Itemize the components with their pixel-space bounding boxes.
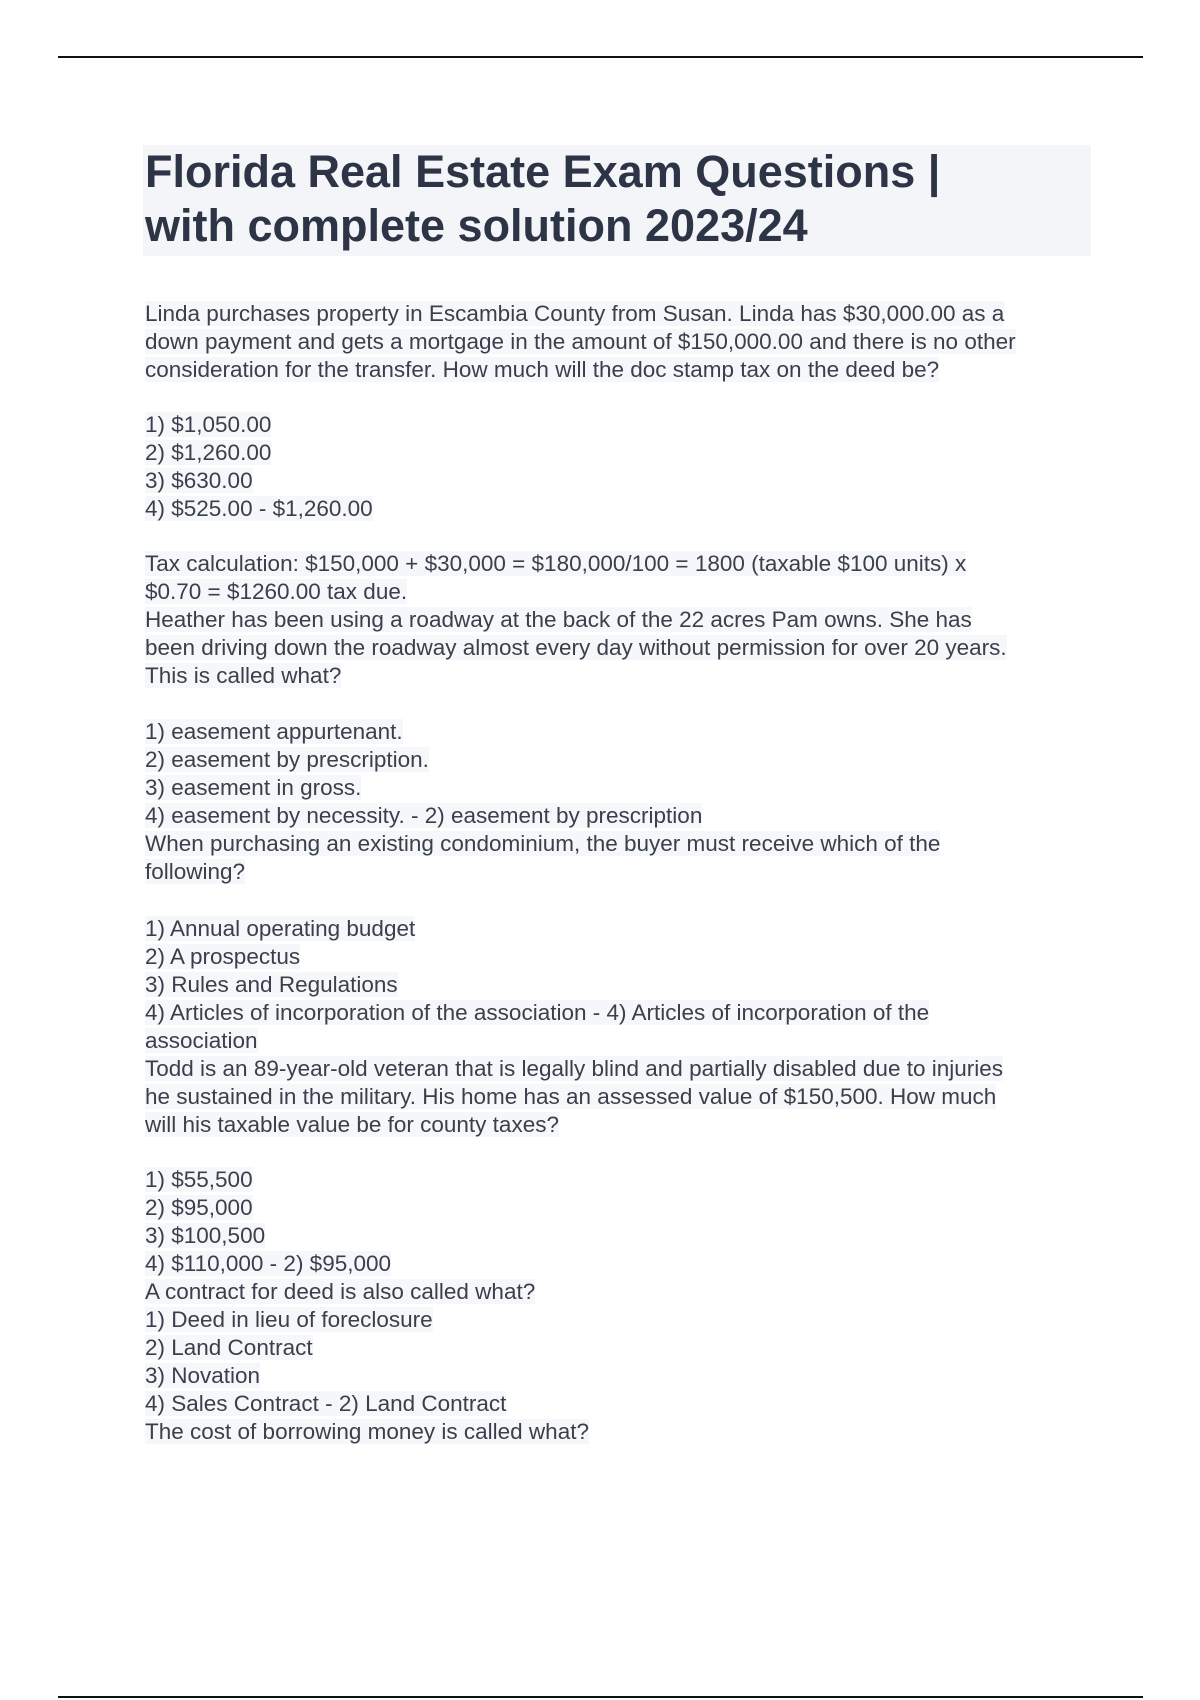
text-line: following?: [145, 859, 246, 884]
header-rule: [58, 56, 1143, 58]
answer-option: 3) $100,500: [145, 1223, 266, 1248]
document-title: [143, 145, 1091, 256]
text-line: $0.70 = $1260.00 tax due.: [145, 579, 408, 604]
answer-option: 4) $110,000 - 2) $95,000: [145, 1251, 392, 1276]
answer-option: 2) Land Contract: [145, 1335, 313, 1360]
text-line: A contract for deed is also called what?: [145, 1279, 536, 1304]
answer-option: 1) $55,500: [145, 1167, 253, 1192]
answer-option: 4) $525.00 - $1,260.00: [145, 496, 373, 521]
text-line: This is called what?: [145, 663, 342, 688]
footer-rule: [58, 1696, 1143, 1698]
answer-option: 2) $1,260.00: [145, 440, 272, 465]
answer-option: association: [145, 1028, 258, 1053]
answer-option: 3) easement in gross.: [145, 775, 362, 800]
answer-option: 3) $630.00: [145, 468, 253, 493]
text-line: Linda purchases property in Escambia County from Susan. Linda has $30,000.00 as a: [145, 301, 1005, 326]
answer-option: 4) Articles of incorporation of the association - 4) Articles of incorporation of the: [145, 1000, 930, 1025]
text-line: he sustained in the military. His home has an assessed value of $150,500. How much: [145, 1084, 997, 1109]
text-line: will his taxable value be for county taxes?: [145, 1112, 559, 1137]
answer-option: 2) $95,000: [145, 1195, 253, 1220]
answer-option: 1) Deed in lieu of foreclosure: [145, 1307, 433, 1332]
text-line: The cost of borrowing money is called what?: [145, 1419, 589, 1444]
answer-option: 2) A prospectus: [145, 944, 301, 969]
answer-option: 4) easement by necessity. - 2) easement by prescription: [145, 803, 703, 828]
text-line: Heather has been using a roadway at the back of the 22 acres Pam owns. She has: [145, 607, 972, 632]
title-line-1: Florida Real Estate Exam Questions |: [145, 146, 941, 197]
text-line: down payment and gets a mortgage in the amount of $150,000.00 and there is no other: [145, 329, 1016, 354]
title-line-2: with complete solution 2023/24: [145, 200, 808, 251]
answer-option: 2) easement by prescription.: [145, 747, 429, 772]
text-line: Tax calculation: $150,000 + $30,000 = $180,000/100 = 1800 (taxable $100 units) x: [145, 551, 967, 576]
answer-option: 3) Rules and Regulations: [145, 972, 398, 997]
text-line: Todd is an 89-year-old veteran that is legally blind and partially disabled due to injuries: [145, 1056, 1004, 1081]
answer-option: 4) Sales Contract - 2) Land Contract: [145, 1391, 507, 1416]
answer-option: 1) $1,050.00: [145, 412, 272, 437]
answer-option: 3) Novation: [145, 1363, 261, 1388]
answer-option: 1) Annual operating budget: [145, 916, 416, 941]
text-line: consideration for the transfer. How much will the doc stamp tax on the deed be?: [145, 357, 940, 382]
answer-option: 1) easement appurtenant.: [145, 719, 403, 744]
text-line: When purchasing an existing condominium, the buyer must receive which of the: [145, 831, 941, 856]
text-line: been driving down the roadway almost every day without permission for over 20 years.: [145, 635, 1007, 660]
